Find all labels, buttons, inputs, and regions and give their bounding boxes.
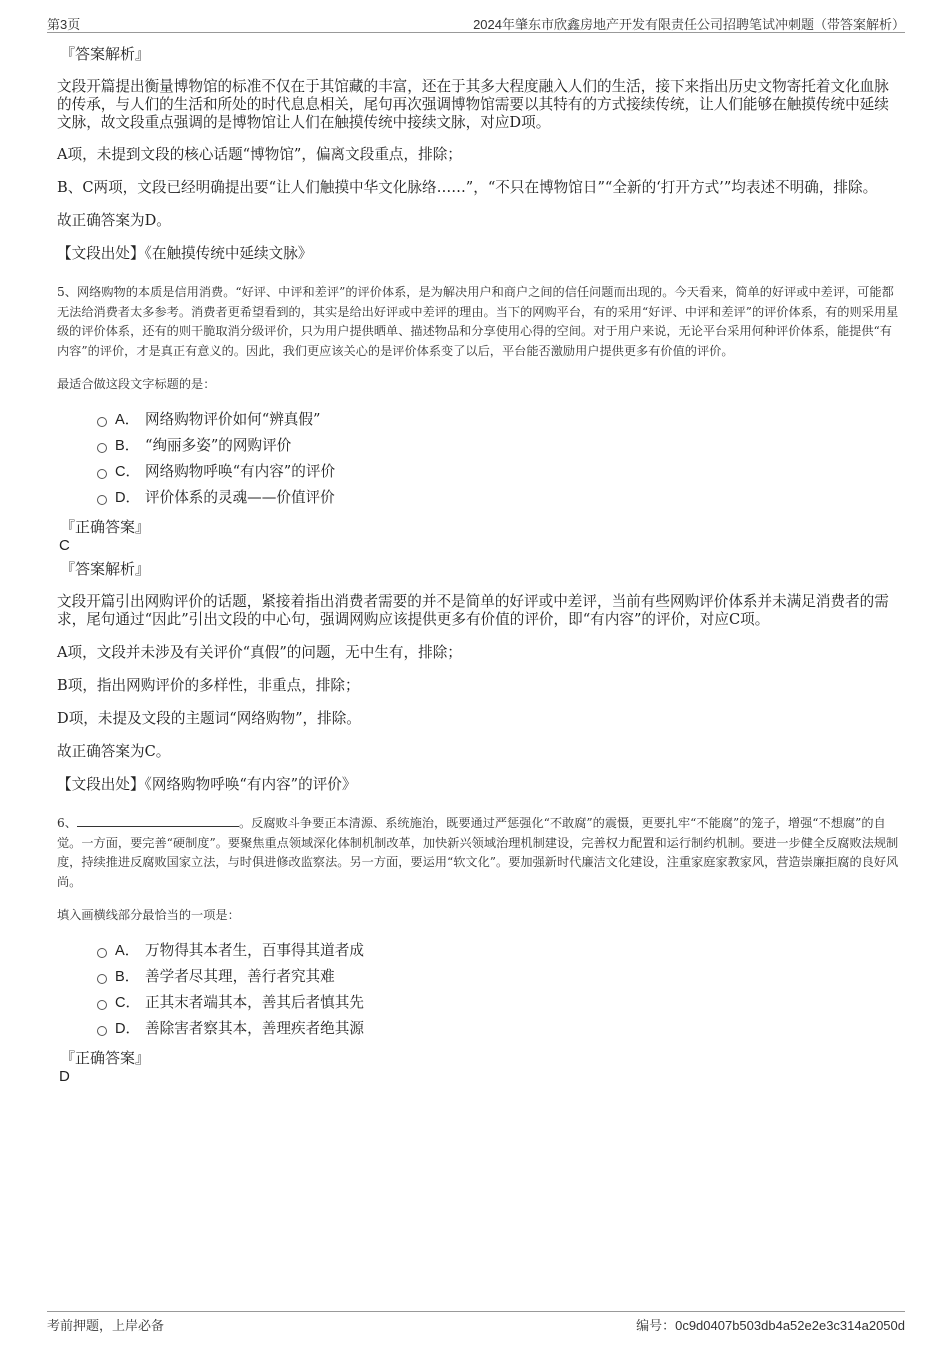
radio-icon[interactable] [97,1000,107,1010]
analysis-paragraph: A项，未提到文段的核心话题“博物馆”，偏离文段重点，排除； [57,146,462,163]
option-text: 善除害者察其本，善理疾者绝其源 [145,1020,364,1037]
option-letter: D． [115,490,141,506]
radio-icon[interactable] [97,443,107,453]
question-text: 。反腐败斗争要正本清源、系统施治，既要通过严惩强化“不敢腐”的震慑，更要扎牢“不能腐”的笼子，增强“不想腐”的自觉。一方面，要完善“硬制度”。要聚焦重点领域深化体制机制改革，加快新兴领域治理机制建设，完善权力配置和运行制约机制。要进一步健全反腐败法规制度，持续推进反腐败国家立法，与时俱进修改监察法。另一方面，要运用“软文化”。要加强新时代廉洁文化建设，注重家庭家教家风，营造崇廉拒腐的良好风尚。 [57,816,899,889]
analysis-paragraph: D项，未提及文段的主题词“网络购物”，排除。 [57,710,361,727]
option-text: 善学者尽其理，善行者究其难 [145,968,335,985]
option-d[interactable] [95,1020,899,1046]
analysis-paragraph: 故正确答案为C。 [57,743,171,760]
source-citation: 【文段出处】《网络购物呼唤“有内容”的评价》 [57,776,357,793]
question-5-options [95,411,899,515]
radio-icon[interactable] [97,469,107,479]
option-letter: C． [115,995,141,1011]
option-letter: B． [115,438,140,454]
analysis-paragraph: 文段开篇提出衡量博物馆的标准不仅在于其馆藏的丰富，还在于其多大程度融入人们的生活，接下来指出历史文物寄托着文化血脉的传承，与人们的生活和所处的时代息息相关，尾句再次强调博物馆需要以其特有的方式接续传统，让人们能够在触摸传统中延续文脉，故文段重点强调的是博物馆让人们在触摸传统中接续文脉，对应D项。 [57,78,889,131]
analysis-paragraph: B、C两项，文段已经明确提出要“让人们触摸中华文化脉络……”，“不只在博物馆日”“全新的‘打开方式’”均表述不明确，排除。 [57,179,878,196]
radio-icon[interactable] [97,1026,107,1036]
footer-slogan: 考前押题，上岸必备 [47,1318,165,1333]
page-footer [47,1311,905,1332]
document-id: 编号：0c9d0407b503db4a52e2e3c314a2050d [636,1318,905,1333]
option-a[interactable] [95,411,899,437]
option-d[interactable] [95,489,899,515]
analysis-paragraph: 文段开篇引出网购评价的话题，紧接着指出消费者需要的并不是简单的好评或中差评，当前有些网购评价体系并未满足消费者的需求，尾句通过“因此”引出文段的中心句，强调网购应该提供更多有价值的评价，即“有内容”的评价，对应C项。 [57,593,889,628]
radio-icon[interactable] [97,974,107,984]
option-text: 网络购物评价如何“辨真假” [145,411,321,428]
option-letter: A． [115,412,140,428]
correct-answer: D [59,1068,70,1085]
question-number: 6、 [57,816,77,830]
fill-blank [77,815,239,827]
option-c[interactable] [95,994,899,1020]
question-6-stem [57,814,899,892]
option-b[interactable] [95,968,899,994]
radio-icon[interactable] [97,948,107,958]
correct-answer-label: 『正确答案』 [60,518,151,536]
radio-icon[interactable] [97,417,107,427]
question-6-options [95,942,899,1046]
analysis-paragraph: A项，文段并未涉及有关评价“真假”的问题，无中生有，排除； [57,644,462,661]
option-text: 网络购物呼唤“有内容”的评价 [145,463,336,480]
correct-answer-label: 『正确答案』 [60,1049,151,1067]
question-5-stem: 5、网络购物的本质是信用消费。“好评、中评和差评”的评价体系，是为解决用户和商户之间的信任问题而出现的。今天看来，简单的好评或中差评，可能都无法给消费者太多参考。消费者更希望看到的，其实是给出好评或中差评的理由。当下的网购平台，有的采用“好评、中评和差评”的评价体系，有的则采用星级的评价体系，还有的则干脆取消分级评价，只为用户提供晒单、描述物品和分享使用心得的空间。对于用户来说，无论平台采用何种评价体系，能提供“有内容”的评价，才是真正有意义的。因此，我们更应该关心的是评价体系变了以后，平台能否激励用户提供更多有价值的评价。 [57,285,899,358]
page-header [47,12,905,33]
option-c[interactable] [95,463,899,489]
option-letter: A． [115,943,140,959]
question-5-prompt: 最适合做这段文字标题的是： [57,377,216,391]
option-letter: C． [115,464,141,480]
source-citation: 【文段出处】《在触摸传统中延续文脉》 [57,245,313,262]
page-number: 第3页 [47,17,81,32]
option-letter: D． [115,1021,141,1037]
analysis-label: 『答案解析』 [60,45,151,63]
option-text: “绚丽多姿”的网购评价 [145,437,292,454]
option-a[interactable] [95,942,899,968]
analysis-paragraph: B项，指出网购评价的多样性，非重点，排除； [57,677,360,694]
question-6-prompt: 填入画横线部分最恰当的一项是： [57,908,240,922]
option-letter: B． [115,969,140,985]
analysis-label: 『答案解析』 [60,560,151,578]
analysis-paragraph: 故正确答案为D。 [57,212,171,229]
option-text: 正其末者端其本，善其后者慎其先 [145,994,364,1011]
correct-answer: C [59,537,70,554]
document-title: 2024年肇东市欣鑫房地产开发有限责任公司招聘笔试冲刺题（带答案解析） [473,17,905,32]
document-body [57,44,899,1090]
option-text: 万物得其本者生，百事得其道者成 [145,942,364,959]
option-b[interactable] [95,437,899,463]
radio-icon[interactable] [97,495,107,505]
option-text: 评价体系的灵魂——价值评价 [145,489,335,506]
